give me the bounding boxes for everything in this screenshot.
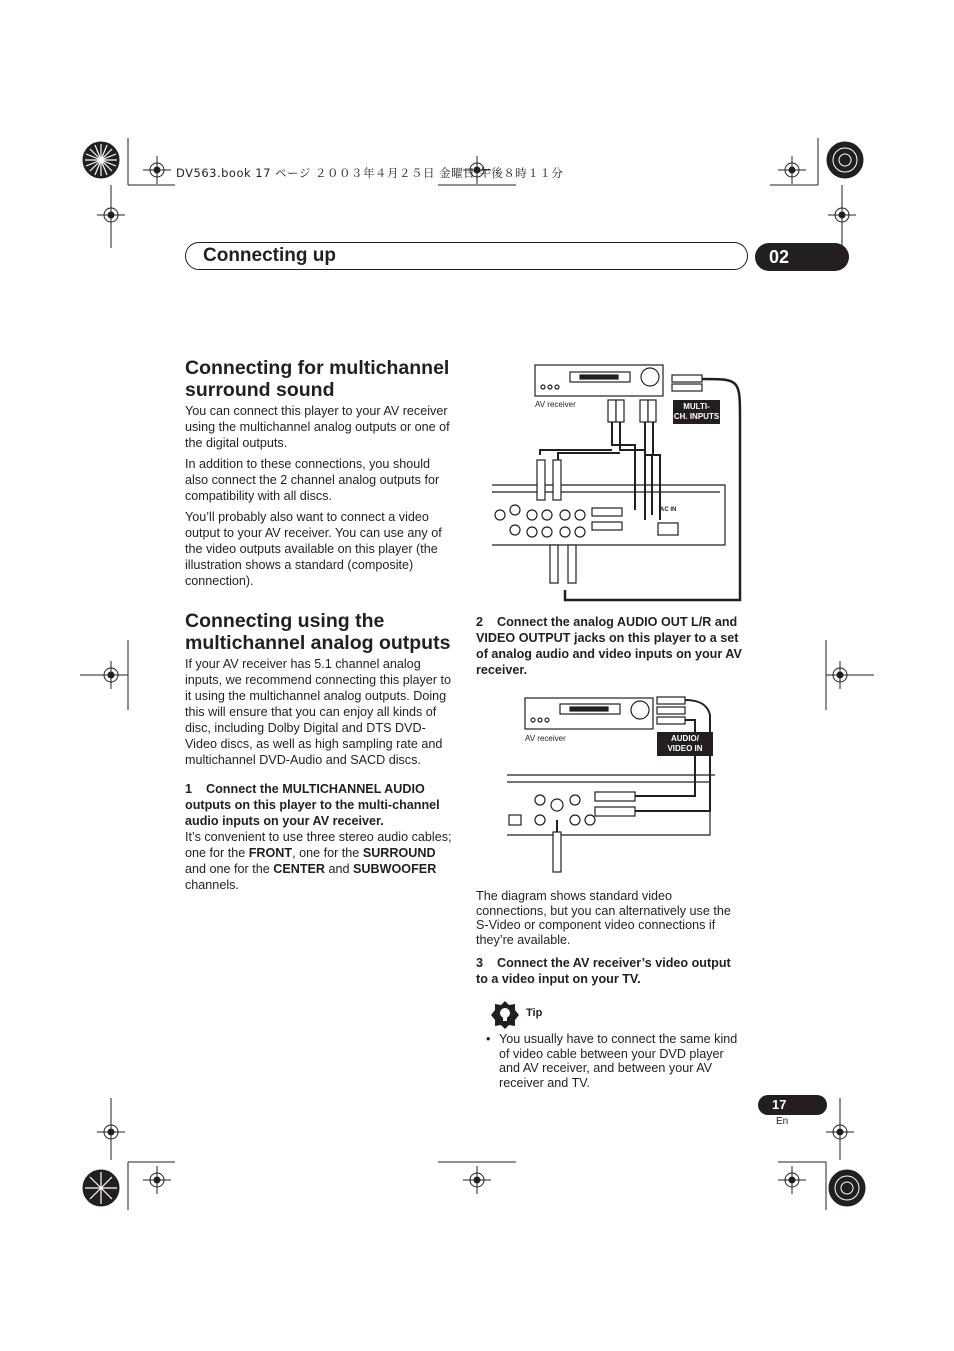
step3-heading — [476, 955, 746, 987]
diagram1-input-label-line1: MULTI- — [683, 402, 710, 411]
ac-in-label: AC IN — [660, 507, 677, 513]
multichannel-connection-diagram — [480, 360, 745, 605]
section1-paragraph-2: In addition to these connections, you should also connect the 2 channel analog outputs for compatibility with all discs. — [185, 457, 440, 503]
diagram2-illustration — [495, 690, 725, 880]
tip-bullet-text: You usually have to connect the same kind of video cable between your DVD player and AV receiver, and between your AV receiver and TV. — [499, 1032, 738, 1090]
surround-label: SURROUND — [362, 846, 436, 860]
subwoofer-label: SUBWOOFER — [353, 862, 437, 876]
step3-heading-text: Connect the AV receiver’s video output to a video input on your TV. — [476, 956, 731, 986]
diagram1-input-label — [673, 400, 720, 424]
diagram1-receiver-label: AV receiver — [535, 400, 576, 409]
section1 — [185, 357, 455, 594]
diagram2-input-label — [657, 732, 713, 756]
step1-heading-text: Connect the MULTICHANNEL AUDIO outputs on this player to the multi-channel audio inputs on your AV receiver. — [185, 782, 440, 828]
diagram-note: The diagram shows standard video connections, but you can alternatively use the S-Video or component video connections if they’re available. — [476, 889, 731, 947]
step2-number: 2 — [476, 615, 484, 629]
section1-title-line2: surround sound — [185, 379, 335, 401]
section2-title-line2: multichannel analog outputs — [185, 632, 451, 654]
front-label: FRONT — [248, 846, 293, 860]
step1-text-e: channels. — [185, 878, 239, 892]
diagram2-input-label-line2: VIDEO IN — [667, 744, 703, 753]
step1-text-b: , one for the — [292, 846, 363, 860]
book-info-line: DV563.book 17 ページ ２００３年４月２５日 金曜日 午後８時１１分 — [176, 166, 564, 180]
page-number: 17 — [758, 1095, 827, 1115]
section1-title — [185, 357, 455, 401]
diagram1-input-label-line2: CH. INPUTS — [673, 412, 720, 421]
section2 — [185, 610, 455, 893]
section2-title — [185, 610, 455, 654]
diagram2-input-label-line1: AUDIO/ — [671, 734, 699, 743]
step1-heading — [185, 781, 455, 829]
step1-body — [185, 829, 455, 893]
diagram1-illustration — [480, 360, 745, 605]
section1-paragraph-3: You’ll probably also want to connect a video output to your AV receiver. You can use any of the video outputs available on this player (the illustration shows a standard (composite) connection). — [185, 510, 442, 588]
step2-heading-text: Connect the analog AUDIO OUT L/R and VIDEO OUTPUT jacks on this player to a set of analog audio and video inputs on your AV receiver. — [476, 615, 742, 677]
section2-paragraph-1: If your AV receiver has 5.1 channel analog inputs, we recommend connecting this player to it using the multichannel analog outputs. Doing this will ensure that you can enjoy all kinds of disc, including Dolby Digital and DTS DVD-Video discs, as well as high sampling rate and multichannel DVD-Audio and SACD discs. — [185, 657, 452, 767]
header-title: Connecting up — [203, 245, 336, 266]
stereo-connection-diagram — [495, 690, 725, 880]
step1-text-a: It’s convenient to use three stereo audio cables; one for the — [185, 830, 452, 860]
step1-text-c: and one for the — [185, 862, 274, 876]
step3-number: 3 — [476, 956, 484, 970]
language-label: En — [776, 1116, 789, 1127]
step1-number: 1 — [185, 782, 193, 796]
center-label: CENTER — [273, 862, 326, 876]
section1-title-line1: Connecting for multichannel — [185, 357, 450, 379]
section1-paragraph-1: You can connect this player to your AV receiver using the multichannel analog outputs or one of the digital outputs. — [185, 404, 450, 450]
tip-label: Tip — [526, 1007, 543, 1019]
step1-text-d: and — [325, 862, 354, 876]
section2-title-line1: Connecting using the — [185, 610, 385, 632]
chapter-badge: 02 — [755, 243, 849, 271]
tip-bullet — [486, 1032, 746, 1090]
bullet-icon: • — [486, 1032, 491, 1046]
diagram2-receiver-label: AV receiver — [525, 734, 566, 743]
tip-icon — [490, 1000, 520, 1030]
step2-heading — [476, 614, 746, 678]
